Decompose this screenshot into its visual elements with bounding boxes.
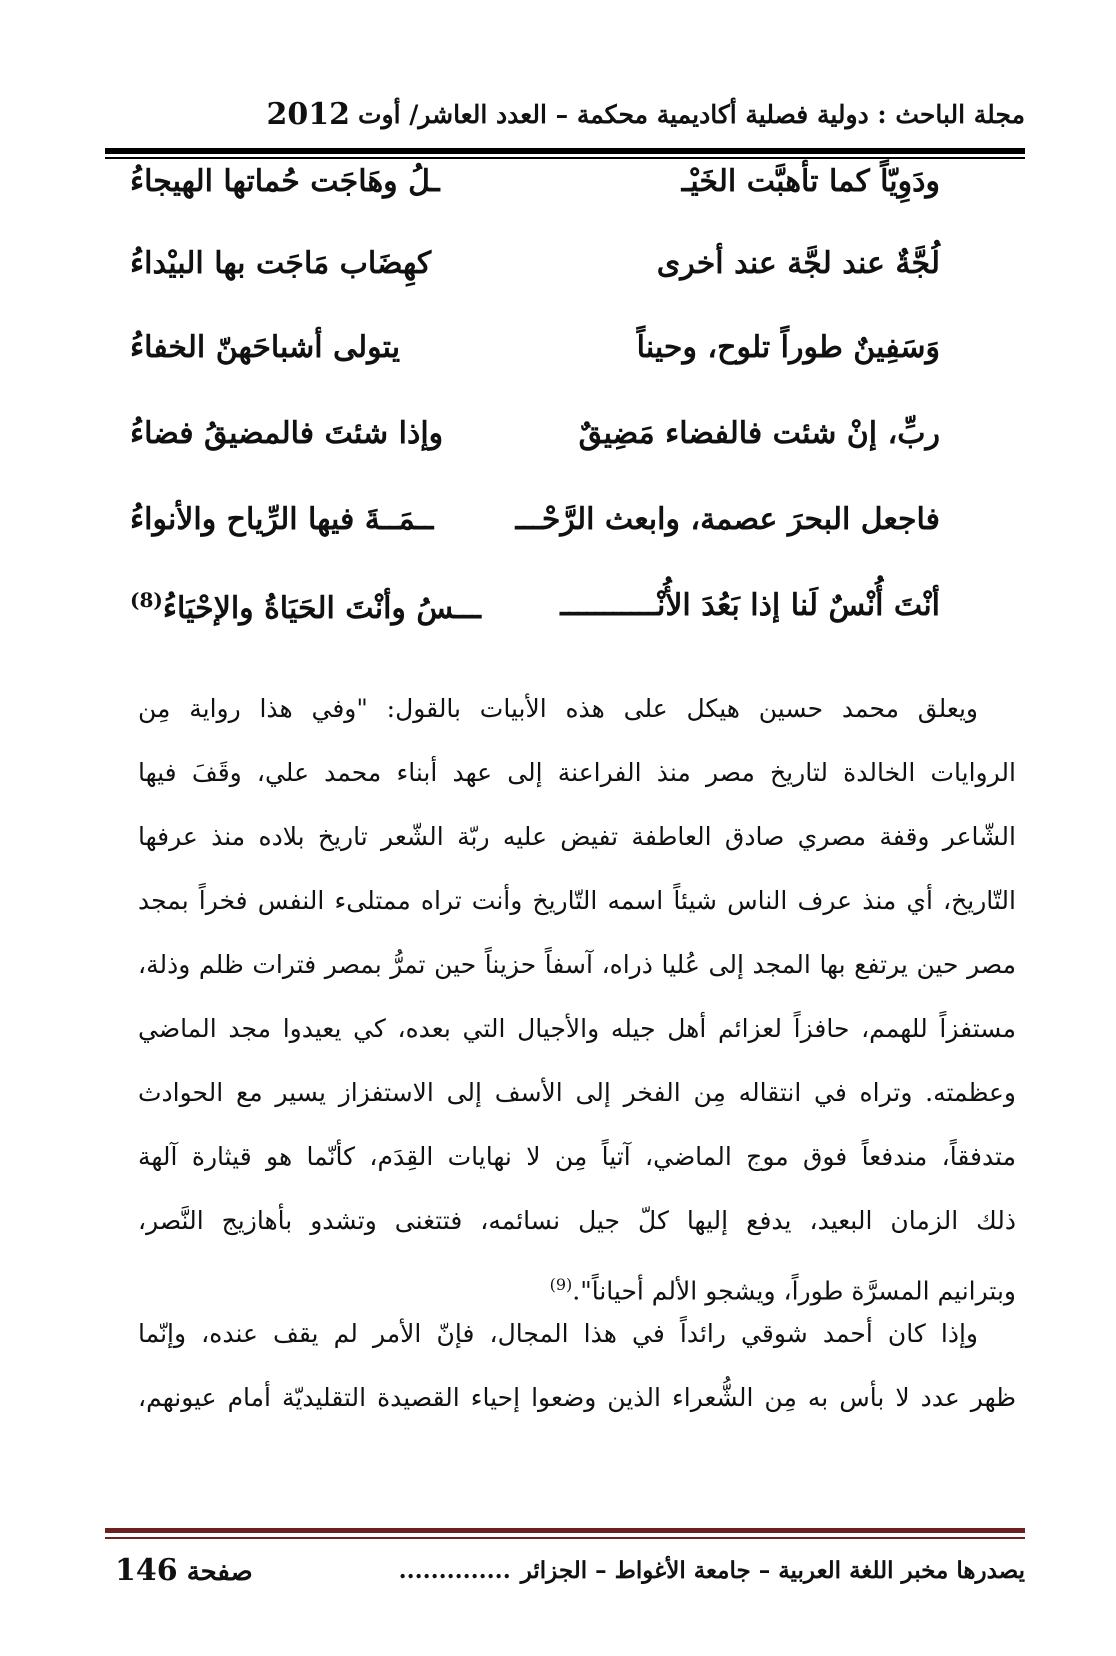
verse-first-hemistich: وَسَفِينٌ طوراً تلوح، وحيناً (636, 330, 940, 365)
verse-first-hemistich: أنْتَ أُنْسٌ لَنا إذا بَعُدَ الأُنْـــــــــــ (560, 588, 940, 623)
text-line: وإذا كان أحمد شوقي رائداً في هذا المجال، فإنّ الأمر لم يقف عنده، وإنّما (138, 1319, 978, 1348)
running-header (105, 94, 1025, 134)
verse-line (130, 158, 940, 214)
footer-publisher (399, 1557, 1025, 1584)
verse-second-hemistich: ـلُ وهَاجَت حُماتها الهيجاءُ (130, 164, 440, 199)
text-line: مستفزاً للهمم، حافزاً لعزائم أهل جيله والأجيال التي بعده، كي يعيدوا مجد الماضي (138, 1014, 1016, 1043)
verse-text: ـــسُ وأنْتَ الحَيَاةُ والإحْيَاءُ (162, 591, 481, 626)
text-line: ويعلق محمد حسين هيكل على هذه الأبيات بالقول: "وفي هذا رواية مِن (138, 694, 978, 723)
page-number-value: 146 (115, 1553, 178, 1588)
issue-year: 2012 (266, 96, 350, 132)
running-footer (105, 1553, 1025, 1593)
verse-first-hemistich: ربِّ، إنْ شئت فالفضاء مَضِيقٌ (578, 416, 940, 451)
verse-line (130, 582, 940, 638)
text-line: ذلك الزمان البعيد، يدفع إليها كلّ جيل نسائمه، فتتغنى وتشدو بأهازيج النَّصر، (138, 1206, 1016, 1235)
text-line: وبترانيم المسرَّة طوراً، ويشجو الألم أحياناً". (572, 1276, 1016, 1306)
footnote-reference: (8) (130, 588, 163, 612)
verse-second-hemistich: يتولى أشباحَهنّ الخفاءُ (130, 330, 401, 365)
verse-second-hemistich: كهِضَاب مَاجَت بها البيْداءُ (130, 246, 432, 281)
verse-first-hemistich: ودَوِيّاً كما تأهبَّت الخَيْـ (681, 164, 940, 199)
header-rule (105, 148, 1025, 154)
body-paragraph (138, 1302, 1016, 1430)
footer-rule (105, 1528, 1025, 1533)
text-line: ظهر عدد لا بأس به مِن الشُّعراء الذين وضعوا إحياء القصيدة التقليديّة أمام عيونهم، (138, 1383, 1016, 1412)
body-paragraph (138, 677, 1016, 1323)
verse-line (130, 324, 940, 380)
verse-line (130, 496, 940, 552)
verse-line (130, 410, 940, 466)
footnote-reference: (9) (549, 1275, 573, 1294)
verse-first-hemistich: فاجعل البحرَ عصمة، وابعث الرَّحْـــ (515, 502, 940, 537)
text-line: الشّاعر وقفة مصري صادق العاطفة تفيض عليه ربّة الشّعر تاريخ بلاده منذ عرفها (138, 822, 1016, 851)
text-line: متدفقاً، مندفعاً فوق موج الماضي، آتياً مِن لا نهايات القِدَم، كأنّما هو قيثارة آلهة (138, 1142, 1016, 1171)
verse-second-hemistich: ــمَــةَ فيها الرِّياح والأنواءُ (130, 502, 434, 537)
verse-first-hemistich: لُجَّةٌ عند لجَّة عند أخرى (656, 246, 940, 281)
page-label: صفحة (186, 1557, 253, 1587)
verse-second-hemistich (130, 588, 481, 626)
verse-second-hemistich: وإذا شئتَ فالمضيقُ فضاءُ (130, 416, 444, 451)
text-line: وعظمته. وتراه في انتقاله مِن الفخر إلى الأسف إلى الاستفزاز يسير مع الحوادث (138, 1078, 1016, 1107)
footer-dots: .............. (398, 1557, 511, 1584)
text-line: الروايات الخالدة لتاريخ مصر منذ الفراعنة إلى عهد أبناء محمد علي، وقَفَ فيها (138, 758, 1016, 787)
verse-line (130, 240, 940, 296)
text-line: مصر حين يرتفع بها المجد إلى عُليا ذراه، آسفاً حزيناً حين تمرُّ بمصر فترات ظلم وذلة، (138, 950, 1016, 979)
publisher-text: يصدرها مخبر اللغة العربية – جامعة الأغواط – الجزائر (520, 1557, 1025, 1584)
text-line: التّاريخ، أي منذ عرف الناس شيئاً اسمه التّاريخ وأنت تراه ممتلىء النفس فخراً بمجد (138, 886, 1016, 915)
footer-rule-thin (105, 1537, 1025, 1539)
page-number (115, 1553, 253, 1588)
journal-title: مجلة الباحث : دولية فصلية أكاديمية محكمة – العدد العاشر/ أوت (357, 99, 1025, 129)
